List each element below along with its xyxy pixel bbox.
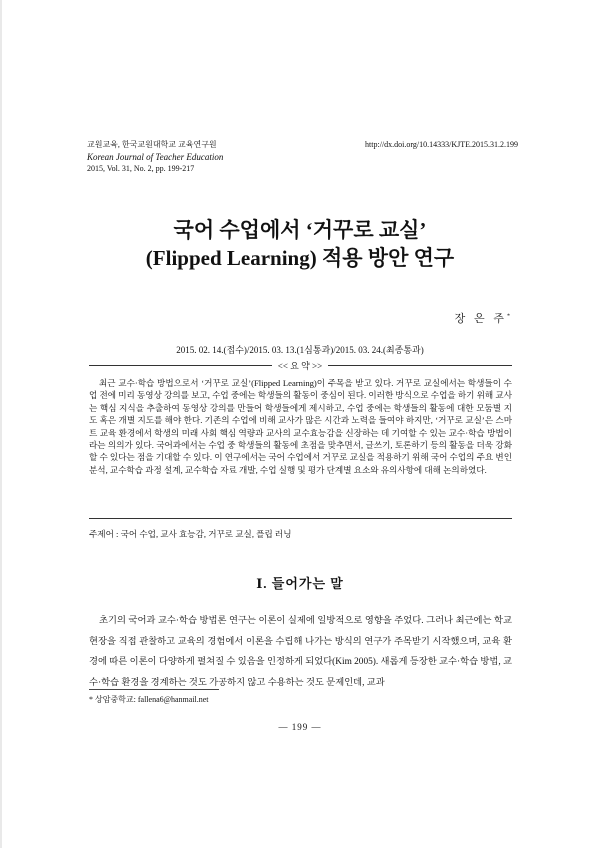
author-name: 장 은 주 <box>454 313 507 325</box>
keywords: 주제어 : 국어 수업, 교사 효능감, 거꾸로 교실, 플립 러닝 <box>89 529 292 539</box>
volume-info: 2015, Vol. 31, No. 2, pp. 199-217 <box>87 164 195 173</box>
body-paragraph: 초기의 국어과 교수·학습 방법론 연구는 이론이 실제에 일방적으로 영향을 주었다. 그러나 최근에는 학교 현장을 직접 관찰하고 교육의 경험에서 이론을 수립해 나가는 방식의 연구가 주목받기 시작했으며, 교육 환경에 따른 이론이 다양하게 펼쳐질 수 있음을 인정하게 되었다(Kim 2005). 새롭게 등장한 교수·학습 방법, 교수·학습 환경을 경계하는 것도 가공하지 않고 수용하는 것도 문제인데, 교과 <box>89 616 512 688</box>
footnote-rule <box>89 689 219 690</box>
page-edge <box>0 0 2 848</box>
abstract-bottom-rule <box>89 518 512 519</box>
journal-header <box>87 139 223 175</box>
abstract-text: 최근 교수·학습 방법으로서 ‘거꾸로 교실’(Flipped Learning)이 주목을 받고 있다. 거꾸로 교실에서는 학생들이 수업 전에 미리 동영상 강의를 보고, 수업 중에는 학생들의 활동이 중심이 된다. 이러한 방식으로 수업을 하기 위해 교사는 핵심 지식을 추출하여 동영상 강의를 만들어 학생들에게 제시하고, 수업 중에는 학생들의 활동에 대한 모둠별 지도 혹은 개별 지도를 해야 한다. 기존의 수업에 비해 교사가 많은 시간과 노력을 들여야 하지만, ‘거꾸로 교실’은 스마트 교육 환경에서 학생의 미래 사회 핵심 역량과 교사의 교수효능감을 신장하는 데 기여할 수 있는 교수·학습 방법이라는 의의가 있다. 국어과에서는 수업 중 학생들의 활동에 초점을 맞추면서, 글쓰기, 토론하기 등의 활동을 더욱 강화할 수 있다는 점을 기대할 수 있다. 이 연구에서는 국어 수업에서 거꾸로 교실을 적용하기 위해 국어 수업의 주요 변인 분석, 교수학습 과정 설계, 교수학습 자료 개발, 수업 실행 및 평가 단계별 요소와 유의사항에 대해 논의하였다. <box>89 378 512 475</box>
doi-link[interactable]: http://dx.doi.org/10.14333/KJTE.2015.31.2.199 <box>365 140 518 149</box>
title-line-2: (Flipped Learning) 적용 방안 연구 <box>145 246 455 270</box>
author-footnote-mark: * <box>507 313 510 320</box>
submission-dates: 2015. 02. 14.(접수)/2015. 03. 13.(1심통과)/2015. 03. 24.(최종통과) <box>176 345 424 355</box>
abstract-label: << 요 약 >> <box>0 359 600 372</box>
section-heading: Ⅰ. 들어가는 말 <box>256 576 344 591</box>
footnote: * 상암중학교: fallena6@hanmail.net <box>89 695 209 704</box>
publisher-line: 교원교육, 한국교원대학교 교육연구원 <box>87 140 217 149</box>
journal-name: Korean Journal of Teacher Education <box>87 152 224 162</box>
author <box>455 310 510 326</box>
title-line-1: 국어 수업에서 ‘거꾸로 교실’ <box>173 218 427 242</box>
paper-title <box>0 216 600 272</box>
page-number: ― 199 ― <box>278 722 322 732</box>
